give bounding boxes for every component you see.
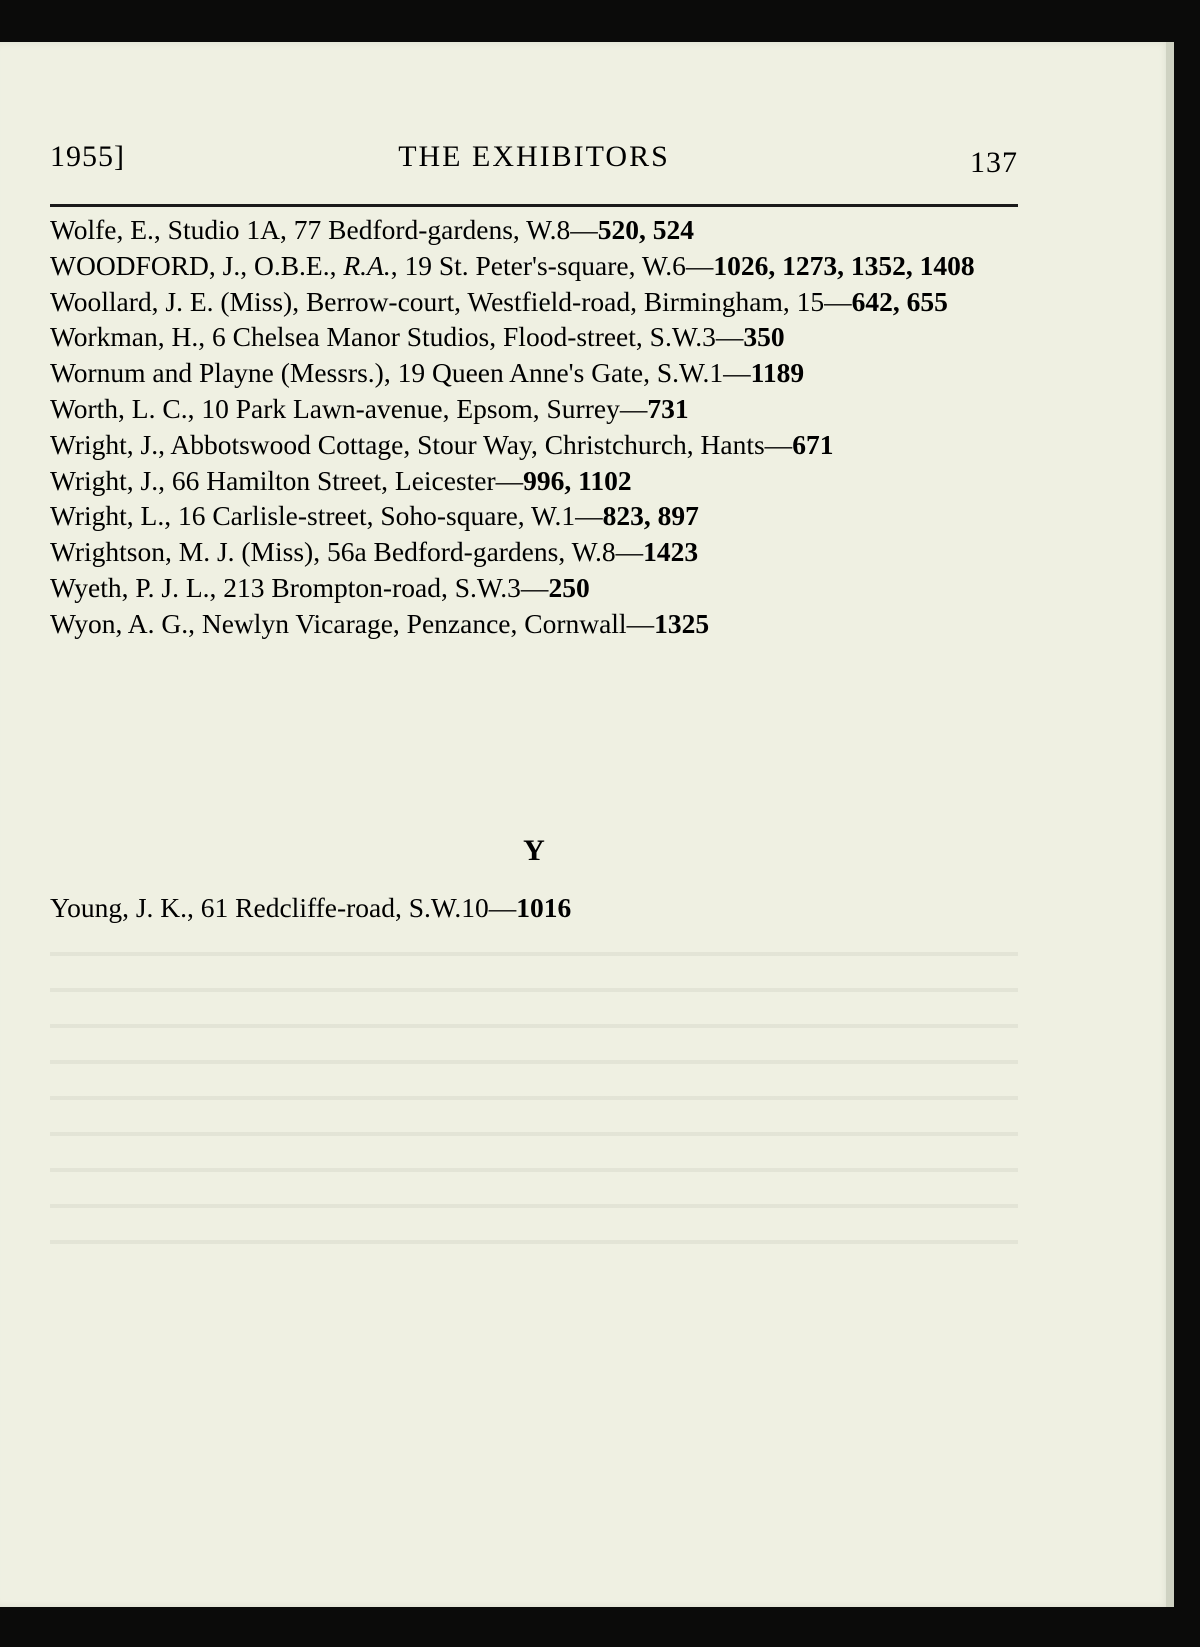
list-item: Worth, L. C., 10 Park Lawn-avenue, Epsom, Surrey—731 (50, 392, 689, 424)
list-item: Wornum and Playne (Messrs.), 19 Queen Anne's Gate, S.W.1—1189 (50, 357, 805, 389)
header-rule (50, 204, 1018, 207)
list-item: Wright, J., 66 Hamilton Street, Leicester—996, 1102 (50, 464, 632, 496)
list-item: Wright, L., 16 Carlisle-street, Soho-square, W.1—823, 897 (50, 500, 699, 532)
section-letter: Y (523, 834, 545, 867)
page-edge (1166, 42, 1174, 1607)
list-item: Young, J. K., 61 Redcliffe-road, S.W.10—1016 (50, 892, 572, 923)
list-item: Wolfe, E., Studio 1A, 77 Bedford-gardens, W.8—520, 524 (50, 214, 694, 245)
list-item: Wright, J., Abbotswood Cottage, Stour Way, Christchurch, Hants—671 (50, 428, 834, 460)
list-item: Workman, H., 6 Chelsea Manor Studios, Flood-street, S.W.3—350 (50, 321, 785, 353)
show-through-text (50, 930, 1018, 1270)
list-item: Woollard, J. E. (Miss), Berrow-court, Westfield-road, Birmingham, 15—642, 655 (50, 285, 948, 317)
list-item: Wyon, A. G., Newlyn Vicarage, Penzance, Cornwall—1325 (50, 607, 710, 639)
list-item: Wrightson, M. J. (Miss), 56a Bedford-gardens, W.8—1423 (50, 536, 699, 568)
header-title: THE EXHIBITORS (398, 140, 670, 173)
header-year: 1955] (50, 140, 125, 173)
list-item: Wyeth, P. J. L., 213 Brompton-road, S.W.3—250 (50, 571, 590, 603)
exhibitor-list-w (50, 212, 1018, 642)
list-item: WOODFORD, J., O.B.E., R.A., 19 St. Peter's-square, W.6—1026, 1273, 1352, 1408 (50, 249, 975, 281)
running-header (50, 140, 1018, 188)
exhibitor-list-y (50, 890, 1018, 926)
page-number: 137 (970, 146, 1018, 179)
